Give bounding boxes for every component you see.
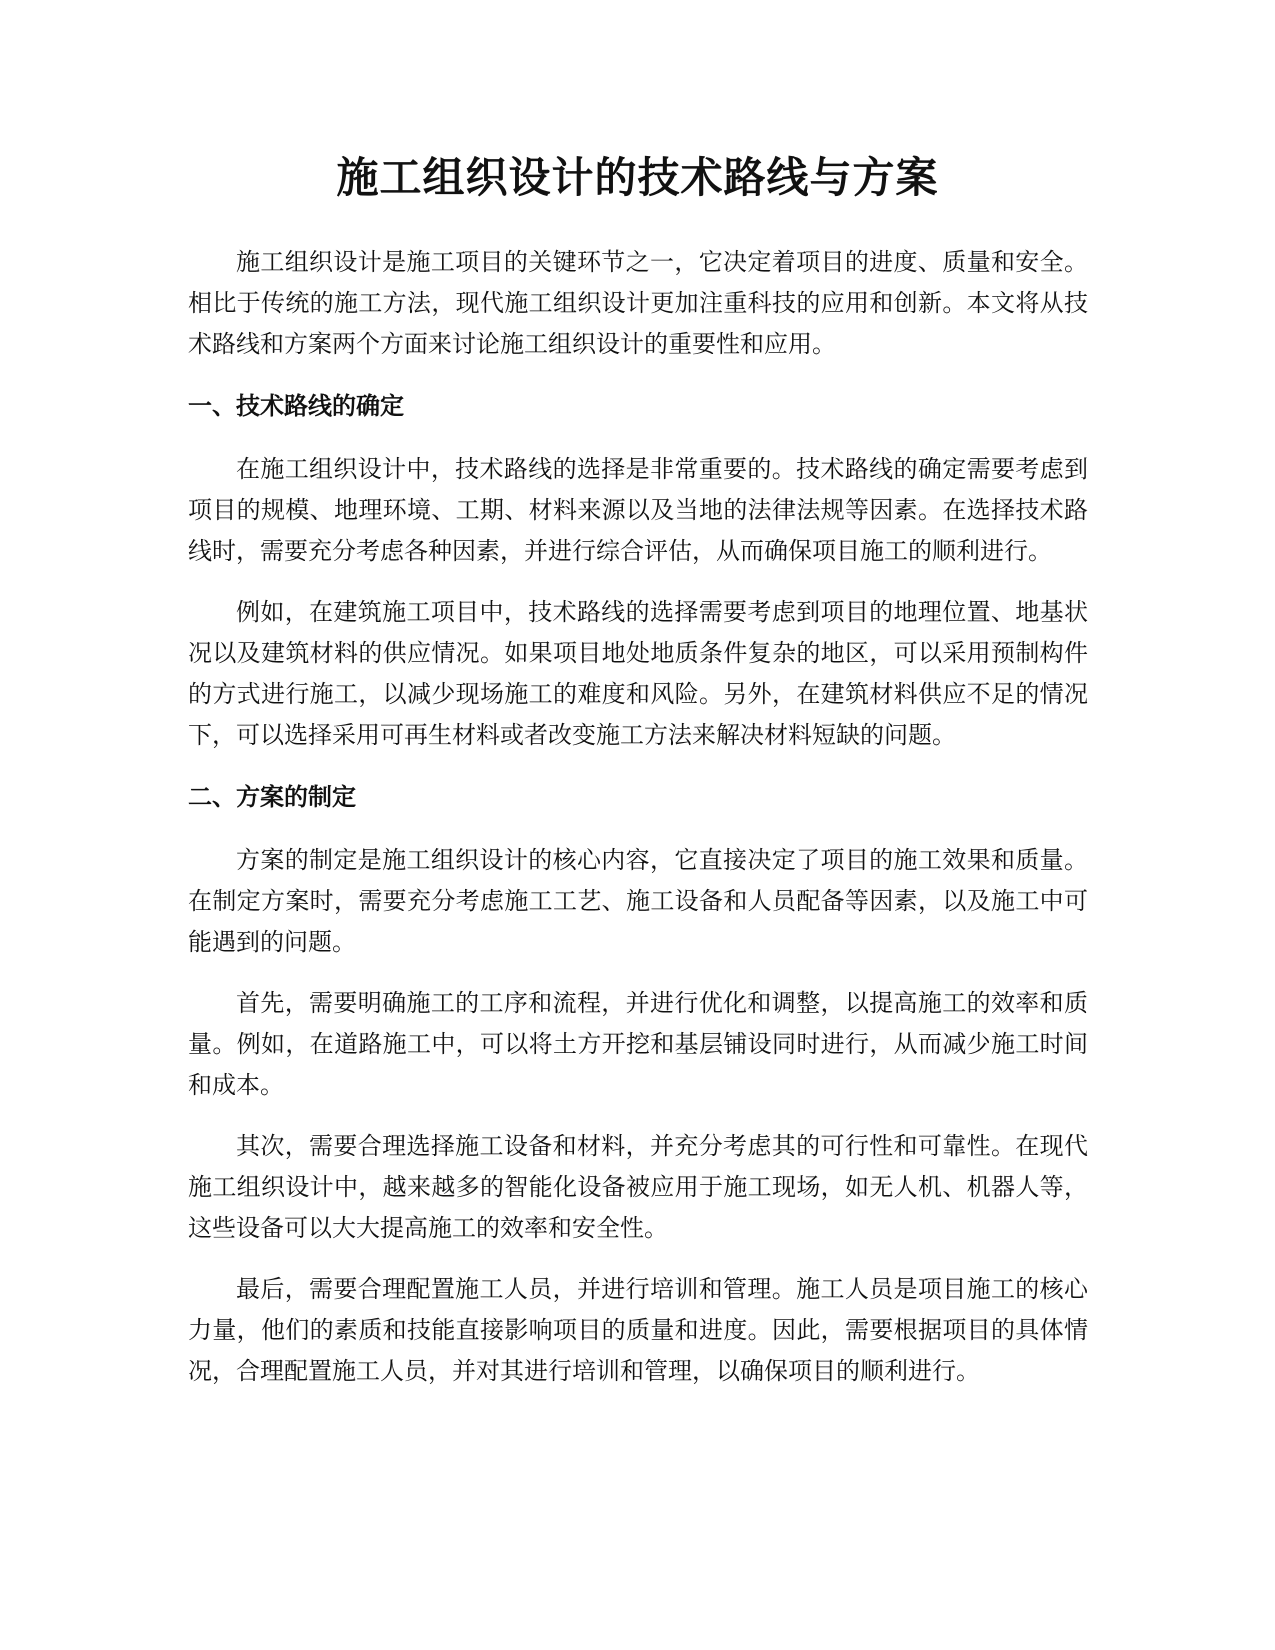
document-title: 施工组织设计的技术路线与方案 (336, 153, 939, 202)
section-2-paragraph-3: 其次，需要合理选择施工设备和材料，并充分考虑其的可行性和可靠性。在现代施工组织设计中，越来越多的智能化设备被应用于施工现场，如无人机、机器人等，这些设备可以大大提高施工的效率和安全性。 (188, 1132, 1088, 1242)
section-heading-technical-route: 一、技术路线的确定 (188, 392, 404, 420)
section-heading-plan: 二、方案的制定 (188, 783, 356, 811)
section-2-paragraph-1: 方案的制定是施工组织设计的核心内容，它直接决定了项目的施工效果和质量。在制定方案时，需要充分考虑施工工艺、施工设备和人员配备等因素，以及施工中可能遇到的问题。 (188, 846, 1088, 956)
document-body (188, 242, 1088, 1412)
section-1-paragraph-1: 在施工组织设计中，技术路线的选择是非常重要的。技术路线的确定需要考虑到项目的规模、地理环境、工期、材料来源以及当地的法律法规等因素。在选择技术路线时，需要充分考虑各种因素，并进行综合评估，从而确保项目施工的顺利进行。 (188, 455, 1088, 565)
section-2-paragraph-4: 最后，需要合理配置施工人员，并进行培训和管理。施工人员是项目施工的核心力量，他们的素质和技能直接影响项目的质量和进度。因此，需要根据项目的具体情况，合理配置施工人员，并对其进行培训和管理，以确保项目的顺利进行。 (188, 1275, 1088, 1385)
intro-paragraph: 施工组织设计是施工项目的关键环节之一，它决定着项目的进度、质量和安全。相比于传统的施工方法，现代施工组织设计更加注重科技的应用和创新。本文将从技术路线和方案两个方面来讨论施工组织设计的重要性和应用。 (188, 248, 1088, 358)
section-1-paragraph-2: 例如，在建筑施工项目中，技术路线的选择需要考虑到项目的地理位置、地基状况以及建筑材料的供应情况。如果项目地处地质条件复杂的地区，可以采用预制构件的方式进行施工，以减少现场施工的难度和风险。另外，在建筑材料供应不足的情况下，可以选择采用可再生材料或者改变施工方法来解决材料短缺的问题。 (188, 598, 1088, 749)
section-2-paragraph-2: 首先，需要明确施工的工序和流程，并进行优化和调整，以提高施工的效率和质量。例如，在道路施工中，可以将土方开挖和基层铺设同时进行，从而减少施工时间和成本。 (188, 989, 1088, 1099)
